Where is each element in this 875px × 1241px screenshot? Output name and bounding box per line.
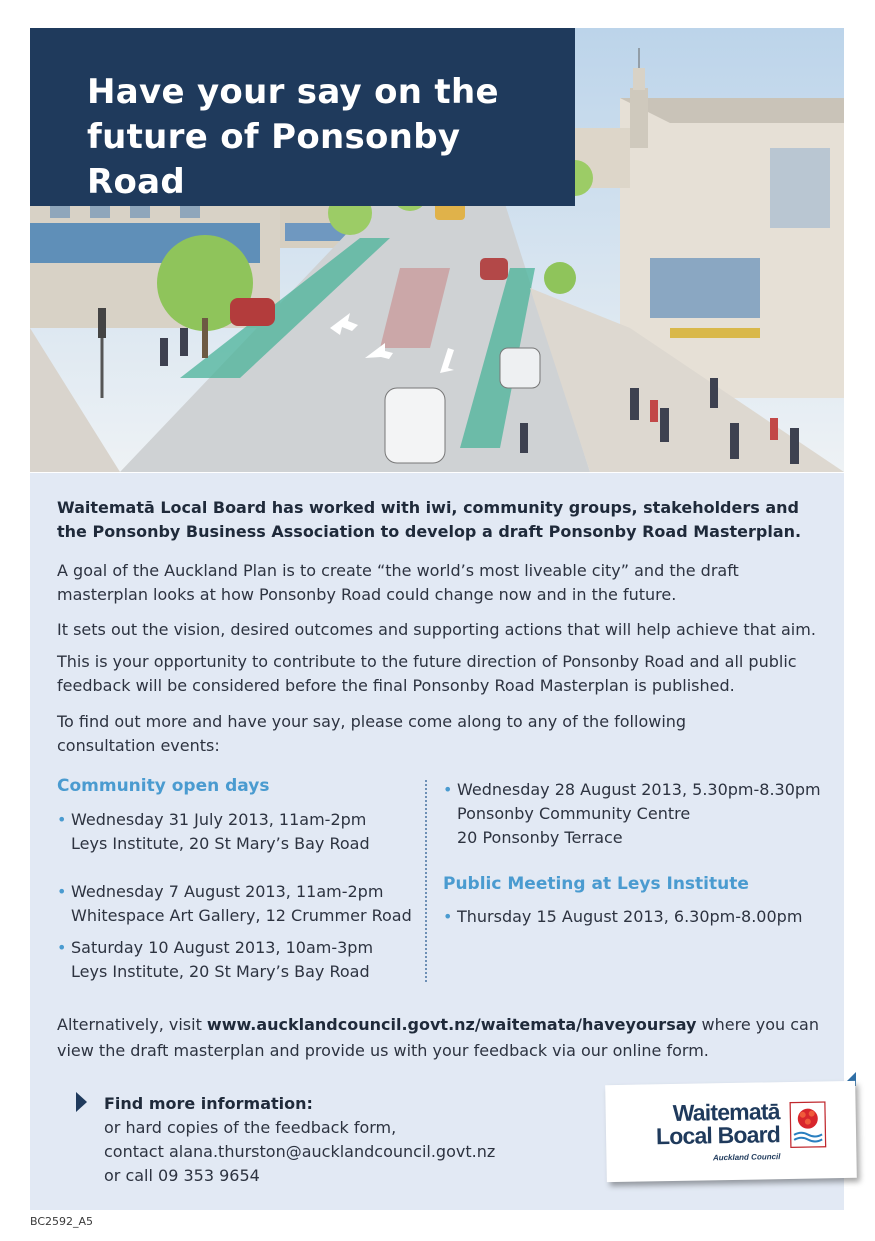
open-days-heading: Community open days <box>57 776 270 796</box>
intro-text: Waitematā Local Board has worked with iwi, community groups, stakeholders and the Ponsonby Business Association to develop a draft Ponsonby Road Masterplan. <box>57 498 802 541</box>
contact-email[interactable]: contact alana.thurston@aucklandcouncil.govt.nz <box>104 1142 496 1161</box>
event-item: • Wednesday 31 July 2013, 11am-2pm Leys Institute, 20 St Mary’s Bay Road <box>57 810 370 853</box>
paragraph-vision: It sets out the vision, desired outcomes and supporting actions that will help achieve that aim. <box>57 620 816 639</box>
event-item: • Saturday 10 August 2013, 10am-3pm Leys Institute, 20 St Mary’s Bay Road <box>57 938 374 981</box>
alternative-text: Alternatively, visit www.aucklandcouncil.govt.nz/waitemata/haveyoursay where you can view the draft masterplan and provide us with your feedback via our online form. <box>57 1015 819 1060</box>
paragraph-opportunity: This is your opportunity to contribute to the future direction of Ponsonby Road and all public feedback will be considered before the final Ponsonby Road Masterplan is published. <box>57 652 797 695</box>
pohutukawa-emblem-icon <box>789 1101 826 1148</box>
page-title: Have your say on the future of Ponsonby Road <box>87 72 499 202</box>
bullet-icon: • <box>443 907 453 926</box>
logo-subtitle: Auckland Council <box>712 1152 781 1163</box>
public-meeting-heading: Public Meeting at Leys Institute <box>443 874 749 894</box>
event-item: • Thursday 15 August 2013, 6.30pm-8.00pm <box>443 905 802 929</box>
find-more-info: Find more information: or hard copies of the feedback form, contact alana.thurston@aucklandcouncil.govt.nz or call 09 353 9654 <box>104 1092 495 1188</box>
paragraph-goal: A goal of the Auckland Plan is to create “the world’s most liveable city” and the draft masterplan looks at how Ponsonby Road could change now and in the future. <box>57 561 739 604</box>
column-divider <box>425 780 427 982</box>
bullet-icon: • <box>57 810 67 829</box>
street-illustration <box>30 28 844 472</box>
document-code: BC2592_A5 <box>30 1215 94 1228</box>
paragraph-find-out: To find out more and have your say, please come along to any of the following consultation events: <box>57 712 687 755</box>
event-item: • Wednesday 7 August 2013, 11am-2pm Whitespace Art Gallery, 12 Crummer Road <box>57 882 412 925</box>
bullet-icon: • <box>57 938 67 957</box>
contact-phone: or call 09 353 9654 <box>104 1166 260 1185</box>
website-link[interactable]: www.aucklandcouncil.govt.nz/waitemata/haveyoursay <box>206 1015 697 1034</box>
title-banner <box>30 28 575 206</box>
event-item: • Wednesday 28 August 2013, 5.30pm-8.30pm Ponsonby Community Centre 20 Ponsonby Terrace <box>443 780 821 847</box>
waitemata-logo <box>605 1081 857 1182</box>
logo-line1: Waitematā <box>672 1098 780 1127</box>
logo-line2: Local Board <box>655 1121 781 1150</box>
bullet-icon: • <box>443 780 453 799</box>
arrow-icon <box>76 1092 87 1112</box>
find-more-heading: Find more information: <box>104 1094 313 1113</box>
bullet-icon: • <box>57 882 67 901</box>
